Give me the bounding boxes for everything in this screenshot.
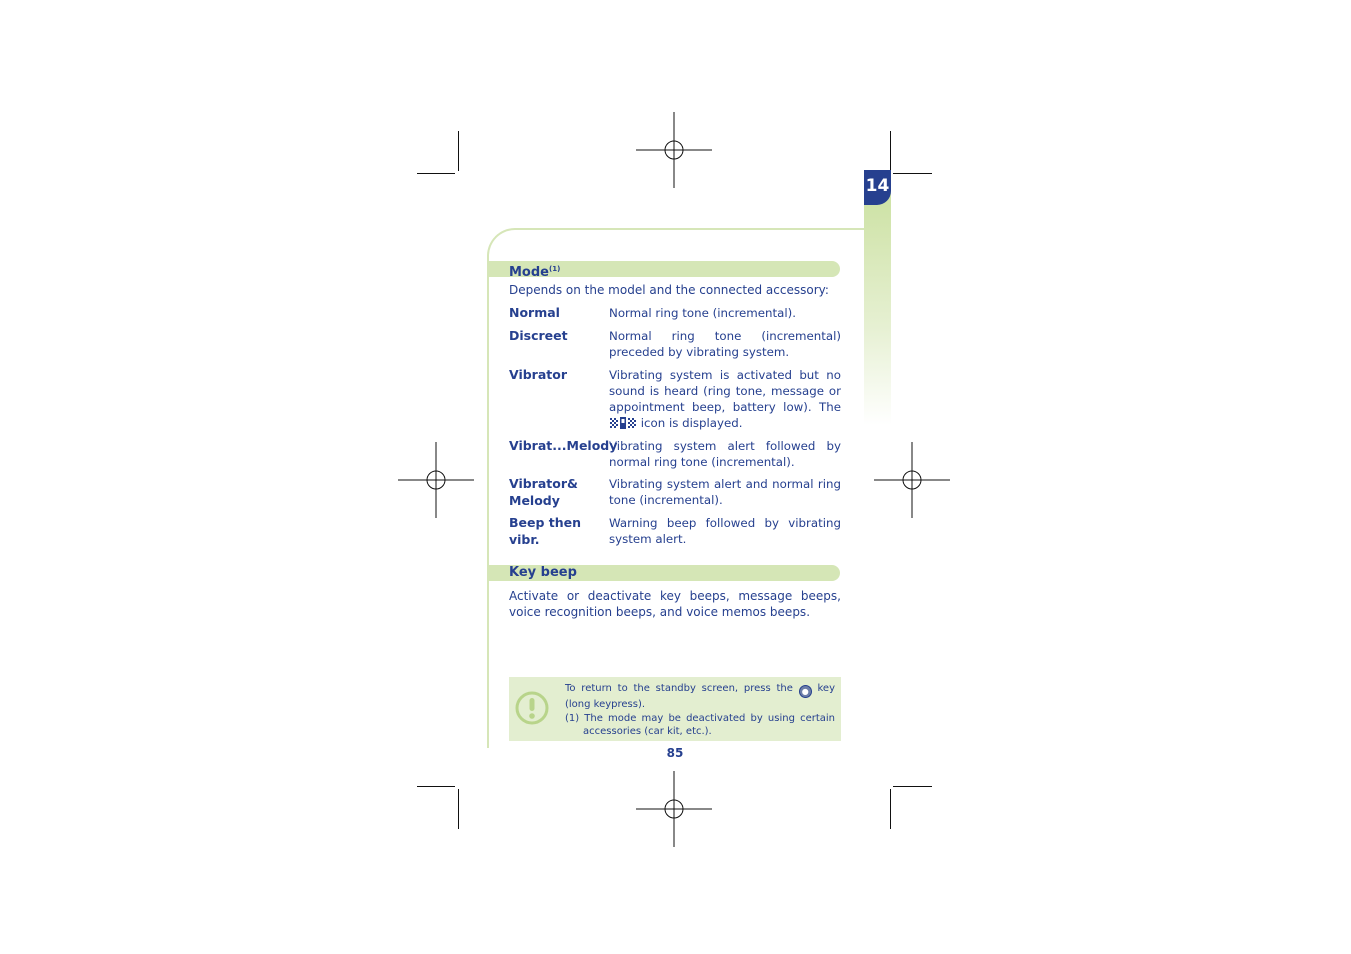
crop-mark	[890, 131, 891, 171]
section-heading-mode	[488, 261, 840, 280]
registration-mark-icon	[874, 442, 950, 518]
term-discreet: Discreet	[509, 328, 568, 343]
note-box	[509, 677, 841, 741]
mode-intro: Depends on the model and the connected accessory:	[509, 283, 829, 297]
side-gradient-strip	[864, 205, 891, 425]
note-standby	[565, 682, 835, 711]
section-title: Mode	[509, 265, 549, 280]
desc-vibrator	[609, 367, 841, 431]
desc-vibrator-part1: Vibrating system is activated but no sound is heard (ring tone, message or appointment beep, battery low). The	[609, 368, 841, 414]
term-normal: Normal	[509, 305, 560, 320]
chapter-tab	[864, 170, 891, 205]
note-standby-part1: To return to the standby screen, press the	[565, 683, 793, 694]
crop-mark	[458, 131, 459, 171]
desc-beep-then-vibr: Warning beep followed by vibrating system alert.	[609, 516, 841, 546]
desc-vibrat-melody: Vibrating system alert followed by normal ring tone (incremental).	[609, 439, 841, 469]
crop-mark	[893, 786, 932, 787]
crop-mark	[417, 786, 455, 787]
registration-mark-icon	[636, 771, 712, 847]
note-footnote: (1) The mode may be deactivated by using certain accessories (car kit, etc.).	[565, 713, 835, 737]
footnote-marker: (1)	[549, 265, 561, 273]
page-number: 85	[666, 746, 684, 760]
crop-mark	[417, 173, 455, 174]
desc-discreet: Normal ring tone (incremental) preceded by vibrating system.	[609, 329, 841, 359]
registration-mark-icon	[636, 112, 712, 188]
desc-vibrator-and-melody: Vibrating system alert and normal ring tone (incremental).	[609, 477, 841, 507]
note-standby-part2: key (long keypress).	[565, 683, 835, 710]
end-key-icon: ●	[799, 685, 812, 698]
crop-mark	[890, 789, 891, 829]
section-title: Key beep	[509, 565, 577, 580]
exclamation-icon	[515, 691, 549, 725]
chapter-number: 14	[865, 176, 890, 196]
key-beep-text: Activate or deactivate key beeps, message beeps, voice recognition beeps, and voice memos beeps.	[509, 589, 841, 619]
desc-normal: Normal ring tone (incremental).	[609, 306, 797, 320]
term-vibrat-melody: Vibrat...Melody	[509, 438, 618, 453]
crop-mark	[893, 173, 932, 174]
term-vibrator: Vibrator	[509, 367, 568, 382]
vibrate-icon	[609, 416, 637, 430]
registration-mark-icon	[398, 442, 474, 518]
desc-vibrator-part2: icon is displayed.	[640, 416, 743, 430]
crop-mark	[458, 789, 459, 829]
section-heading-key-beep	[488, 565, 840, 581]
term-vibrator-and-melody: Vibrator& Melody	[509, 476, 578, 508]
term-beep-then-vibr: Beep then vibr.	[509, 515, 582, 547]
